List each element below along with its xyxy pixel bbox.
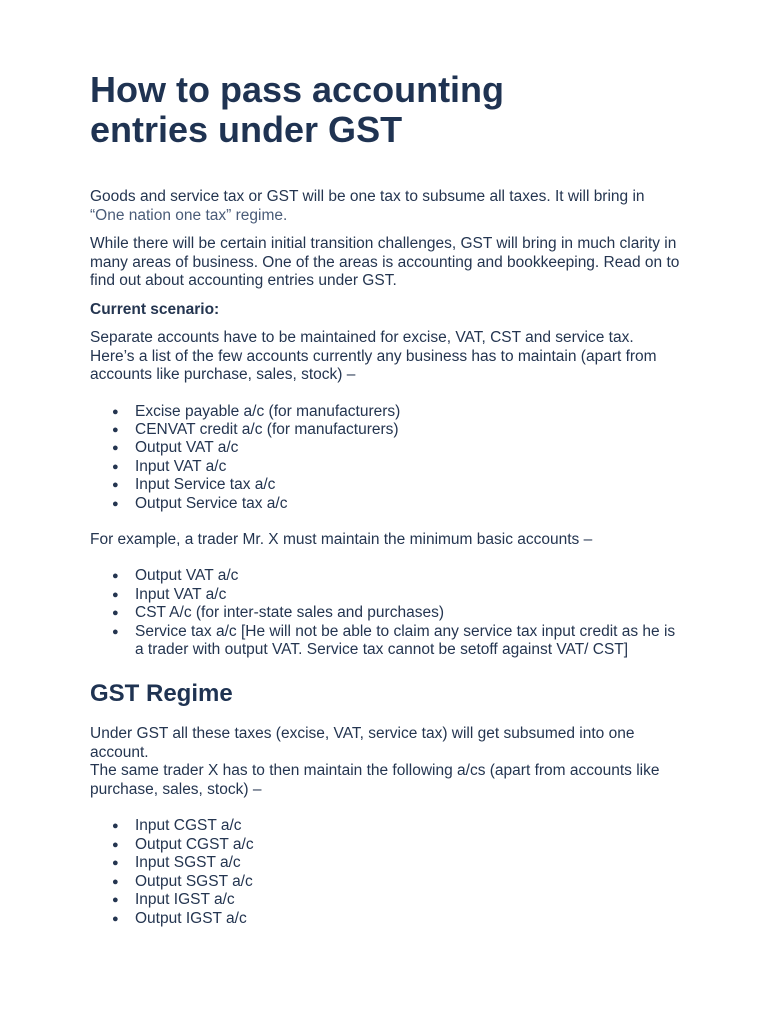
- current-scenario-line-1: Separate accounts have to be maintained for excise, VAT, CST and service tax.: [90, 329, 634, 346]
- list-item: ● Input VAT a/c: [112, 457, 227, 475]
- gst-accounts-list: [90, 817, 680, 927]
- list-item: ● Output CGST a/c: [112, 835, 254, 853]
- bullet-icon: ●: [112, 588, 119, 601]
- list-item: ● Input VAT a/c: [112, 585, 227, 603]
- trader-accounts-list: [90, 567, 680, 659]
- gst-regime-line-2: The same trader X has to then maintain the following a/cs (apart from accounts like purchase, sales, stock) –: [90, 762, 660, 798]
- list-item: ● Output SGST a/c: [112, 872, 253, 890]
- gst-regime-line-1: Under GST all these taxes (excise, VAT, service tax) will get subsumed into one account.: [90, 725, 635, 761]
- bullet-icon: ●: [112, 405, 119, 418]
- bullet-icon: ●: [112, 894, 119, 907]
- bullet-icon: ●: [112, 423, 119, 436]
- document-page: [90, 70, 680, 928]
- current-accounts-list: [90, 403, 680, 513]
- bullet-icon: ●: [112, 820, 119, 833]
- example-paragraph: For example, a trader Mr. X must maintain the minimum basic accounts –: [90, 530, 593, 548]
- bullet-icon: ●: [112, 875, 119, 888]
- bullet-icon: ●: [112, 838, 119, 851]
- list-item: ● Output Service tax a/c: [112, 494, 288, 512]
- list-item: ● Output IGST a/c: [112, 909, 247, 927]
- list-item: ● Service tax a/c [He will not be able to claim any service tax input credit as he is a trader with output VAT. Service tax cannot be setoff against VAT/ CST]: [112, 622, 676, 659]
- page-title: How to pass accounting entries under GST: [90, 69, 505, 150]
- list-item: ● Excise payable a/c (for manufacturers): [112, 402, 401, 420]
- bullet-icon: ●: [112, 912, 119, 925]
- bullet-icon: ●: [112, 570, 119, 583]
- gst-regime-heading: GST Regime: [90, 680, 233, 708]
- list-item: ● Output VAT a/c: [112, 567, 239, 585]
- bullet-icon: ●: [112, 625, 119, 638]
- list-item: ● Input IGST a/c: [112, 891, 235, 909]
- list-item: ● Input CGST a/c: [112, 817, 242, 835]
- list-item: ● CST A/c (for inter-state sales and purchases): [112, 604, 444, 622]
- intro-line-1: Goods and service tax or GST will be one tax to subsume all taxes. It will bring in: [90, 188, 645, 205]
- bullet-icon: ●: [112, 460, 119, 473]
- transition-paragraph: While there will be certain initial transition challenges, GST will bring in much clarity in many areas of business. One of the areas is accounting and bookkeeping. Read on to find out about accounting entries under GST.: [90, 235, 680, 289]
- bullet-icon: ●: [112, 442, 119, 455]
- list-item: ● Input SGST a/c: [112, 854, 241, 872]
- current-scenario-heading: Current scenario:: [90, 300, 220, 318]
- list-item: ● Output VAT a/c: [112, 439, 239, 457]
- bullet-icon: ●: [112, 607, 119, 620]
- list-item: ● Input Service tax a/c: [112, 476, 276, 494]
- current-scenario-line-2: Here’s a list of the few accounts currently any business has to maintain (apart from accounts like purchase, sales, stock) –: [90, 347, 657, 383]
- bullet-icon: ●: [112, 479, 119, 492]
- bullet-icon: ●: [112, 497, 119, 510]
- intro-line-2: “One nation one tax” regime.: [90, 206, 288, 224]
- bullet-icon: ●: [112, 857, 119, 870]
- list-item: ● CENVAT credit a/c (for manufacturers): [112, 420, 399, 438]
